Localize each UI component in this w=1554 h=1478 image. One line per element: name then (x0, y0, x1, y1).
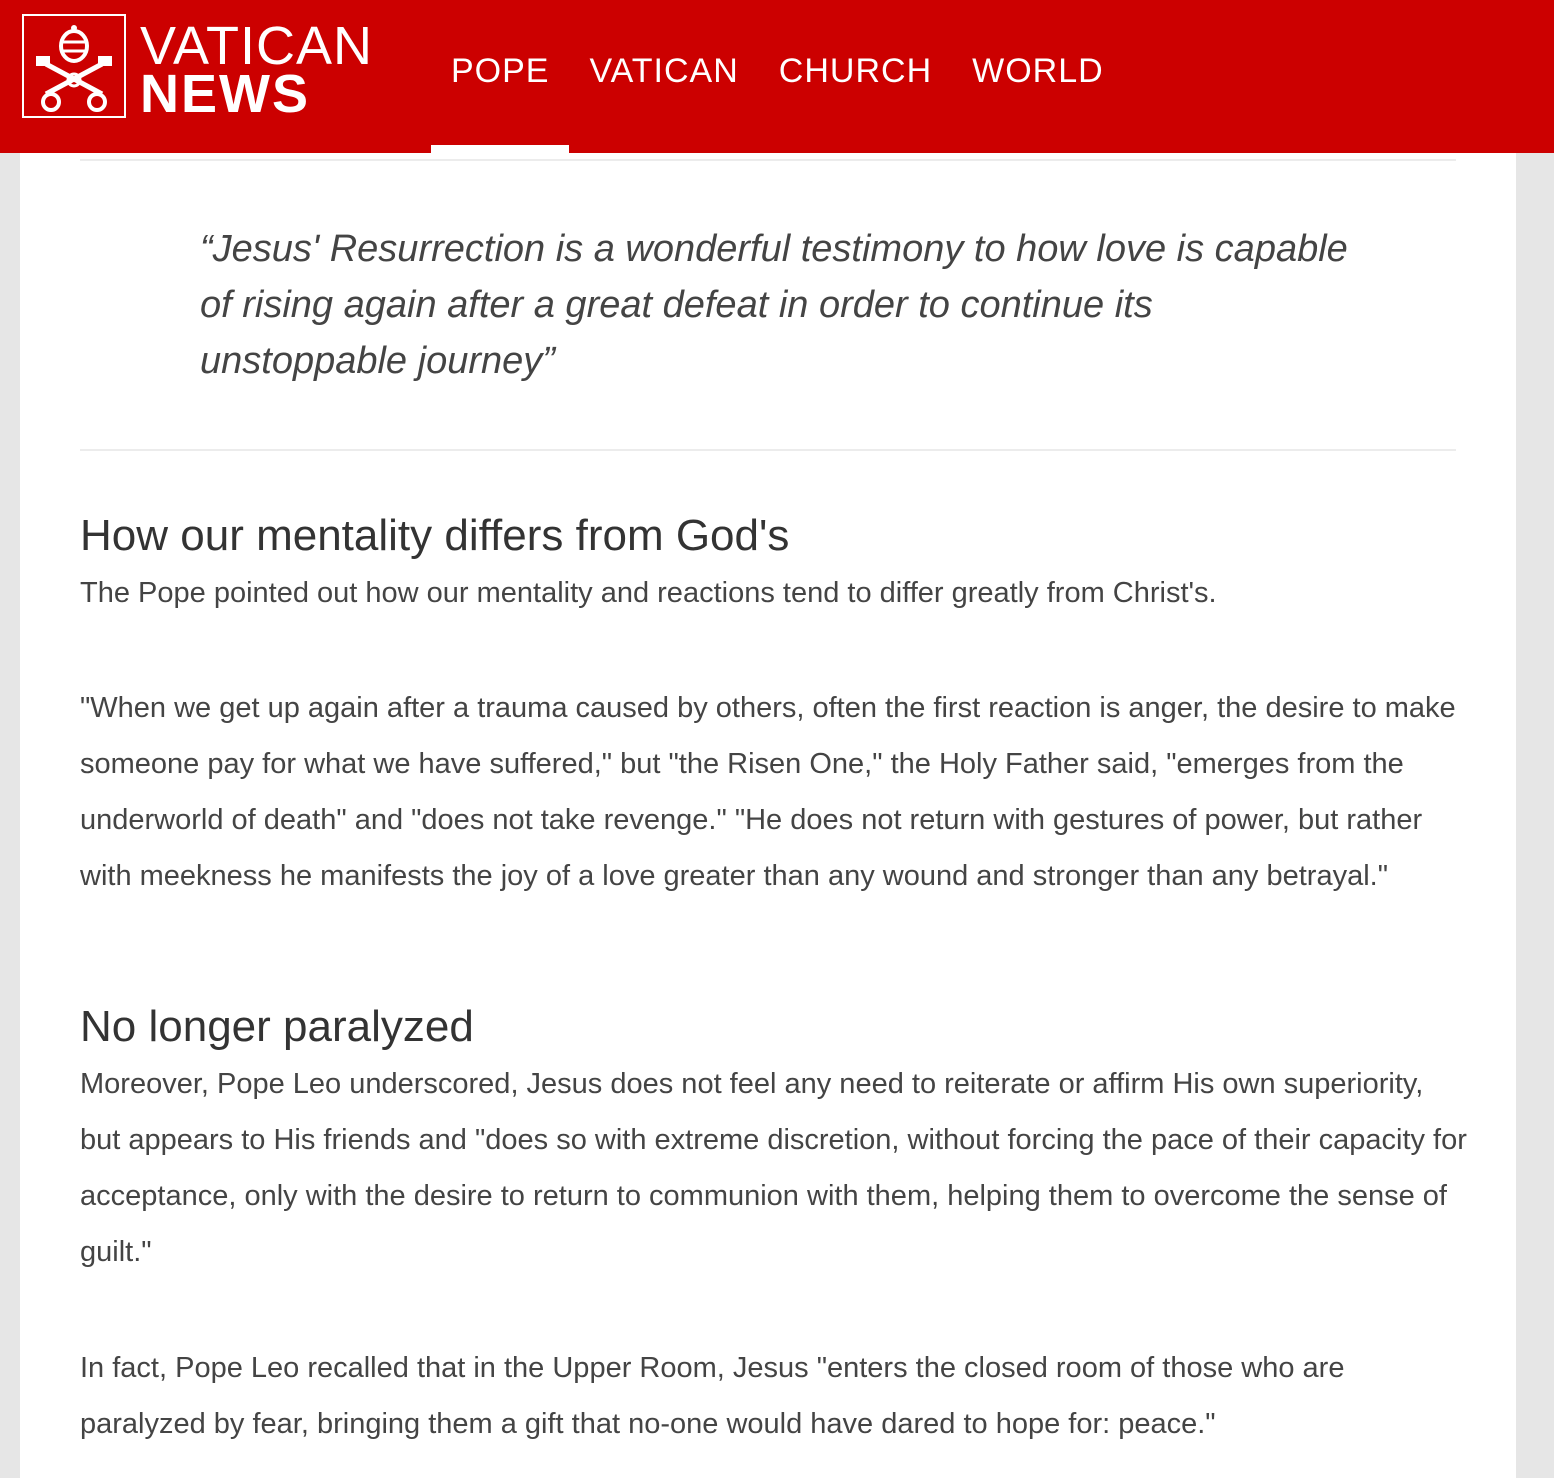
paragraph: In fact, Pope Leo recalled that in the Upper Room, Jesus "enters the closed room of those who are paralyzed by fear, bringing them a gift that no-one would have dared to hope for: peace." (80, 1352, 1345, 1440)
divider (80, 449, 1456, 451)
site-logo[interactable] (22, 14, 372, 124)
logo-text-vatican: VATICAN (140, 16, 374, 76)
paragraph: Moreover, Pope Leo underscored, Jesus does not feel any need to reiterate or affirm His own superiority, but appears to His friends and "does so with extreme discretion, without forcing the pace of their capacity for acceptance, only with the desire to return to communion with them, helping them to overcome the sense of guilt." (80, 1068, 1467, 1268)
divider (80, 159, 1456, 161)
nav-item-pope[interactable]: POPE (431, 0, 569, 153)
nav-item-vatican[interactable]: VATICAN (589, 52, 739, 90)
pull-quote: “Jesus' Resurrection is a wonderful testimony to how love is capable of rising again after a great defeat in order to continue its unstoppable journey” (200, 228, 1348, 382)
paragraph: The Pope pointed out how our mentality and reactions tend to differ greatly from Christ's. (80, 577, 1217, 609)
main-nav (431, 0, 1124, 153)
paragraph: "When we get up again after a trauma caused by others, often the first reaction is anger, the desire to make someone pay for what we have suffered," but "the Risen One," the Holy Father said, "emerges from the underworld of death" and "does not take revenge." "He does not return with gestures of power, but rather with meekness he manifests the joy of a love greater than any wound and stronger than any betrayal." (80, 692, 1456, 892)
nav-item-world[interactable]: WORLD (972, 52, 1104, 90)
logo-text-news: NEWS (140, 64, 310, 124)
section-heading-mentality: How our mentality differs from God's (80, 511, 790, 560)
top-navigation-bar (0, 0, 1554, 153)
nav-item-church[interactable]: CHURCH (778, 52, 933, 90)
papal-keys-emblem-icon (22, 14, 126, 118)
section-heading-paralyzed: No longer paralyzed (80, 1002, 474, 1051)
